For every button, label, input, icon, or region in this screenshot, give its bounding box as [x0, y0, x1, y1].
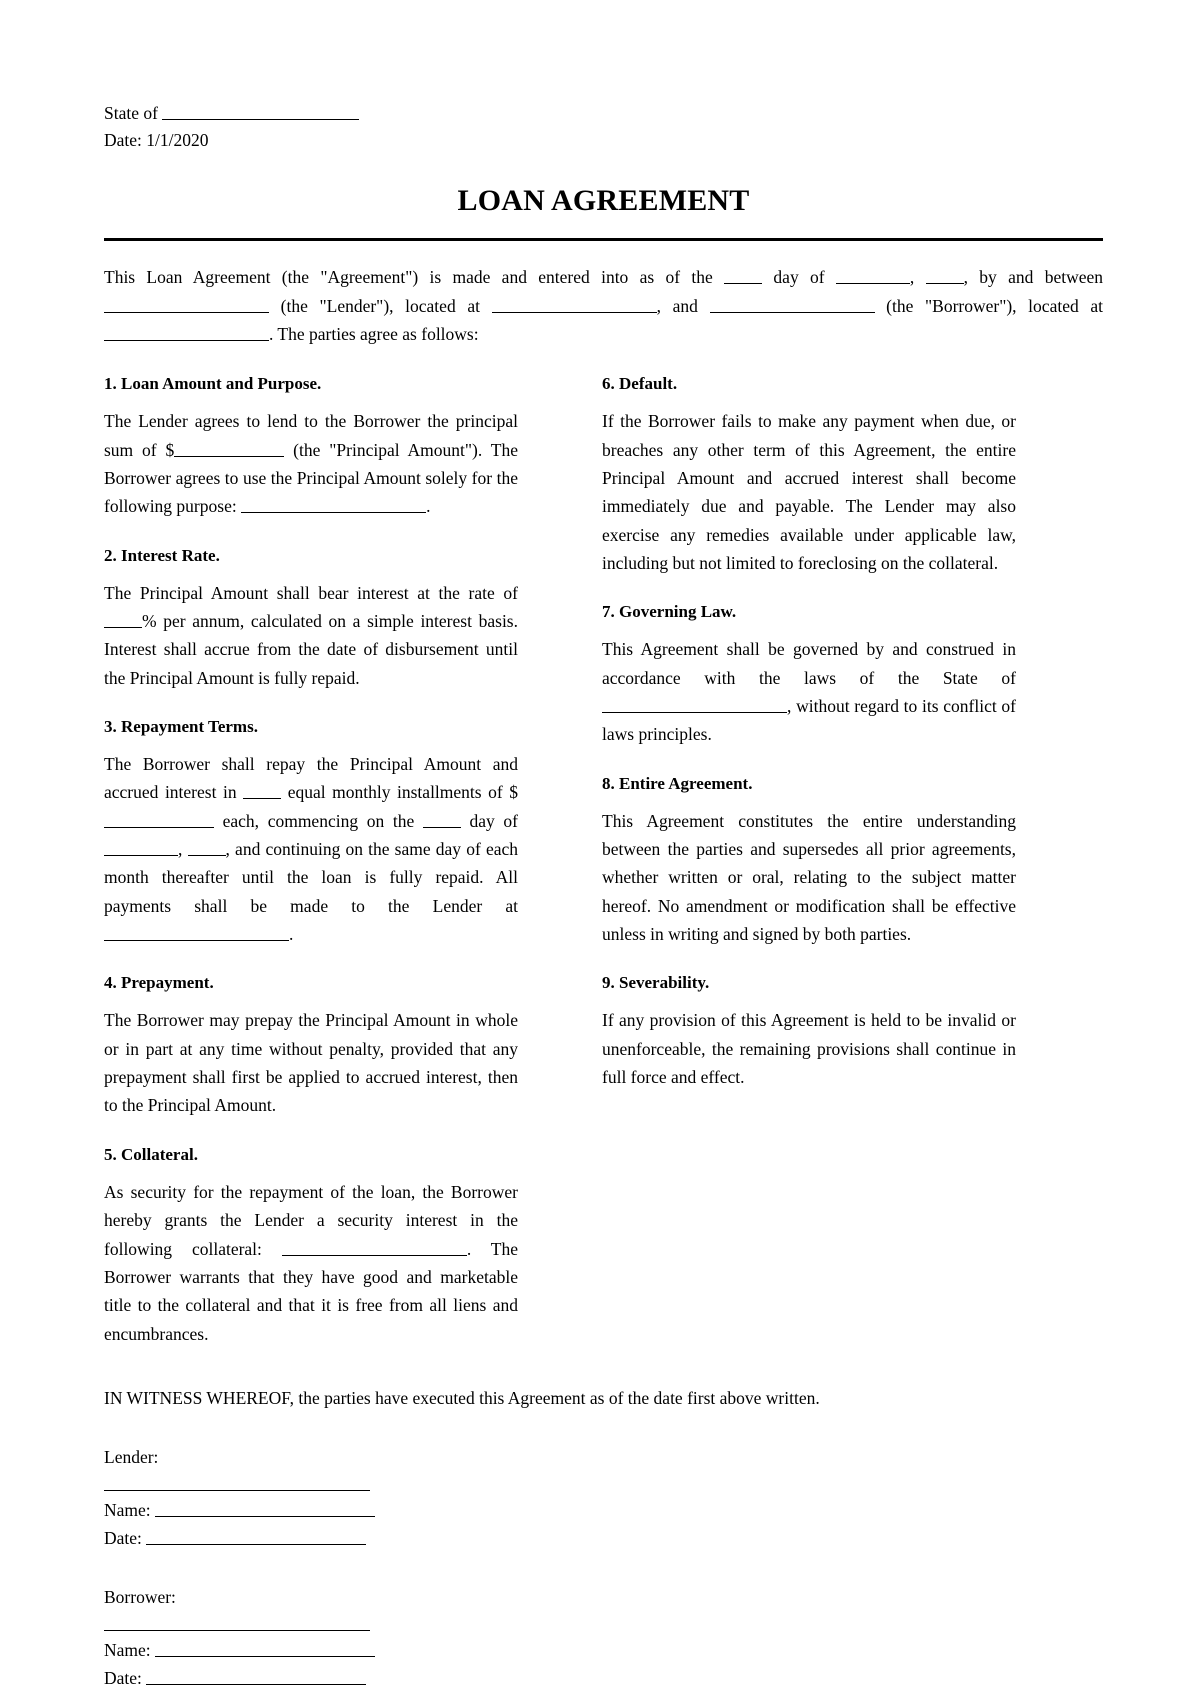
- section-body-3: [104, 750, 518, 948]
- section-body-5: [104, 1178, 518, 1348]
- intro-part-7: (the "Borrower"), located at: [874, 295, 1103, 316]
- lender-signature-block: [104, 1444, 1103, 1552]
- section-2-text-1: The Principal Amount shall bear interest at the rate of: [104, 582, 518, 603]
- intro-month-blank[interactable]: [836, 266, 910, 285]
- borrower-date-label: Date:: [104, 1668, 147, 1689]
- section-body-8: This Agreement constitutes the entire understanding between the parties and supersedes all prior agreements, whether written or oral, relating to the subject matter hereof. No amendment or modification shall be effective unless in writing and signed by both parties.: [602, 810, 1016, 945]
- section-7-text-1: This Agreement shall be governed by and construed in accordance with the laws of the State of: [602, 639, 1016, 688]
- section-body-4: The Borrower may prepay the Principal Amount in whole or in part at any time without penalty, provided that any prepayment shall first be applied to accrued interest, then to the Principal Amount.: [104, 1010, 518, 1116]
- date-label: Date:: [104, 130, 147, 151]
- section-7-text-2: , without regard to its conflict of laws principles.: [602, 696, 1016, 745]
- interest-rate-blank[interactable]: [104, 610, 142, 629]
- borrower-signature-block: [104, 1584, 1103, 1692]
- intro-part-6: , and: [656, 295, 710, 316]
- page-title: LOAN AGREEMENT: [457, 184, 750, 218]
- section-3-text-1: The Borrower shall repay the Principal Amount and accrued interest in: [104, 754, 518, 803]
- section-heading-8: 8. Entire Agreement.: [602, 773, 753, 793]
- lender-signature-line[interactable]: [104, 1490, 370, 1491]
- section-heading-6: 6. Default.: [602, 374, 678, 394]
- commence-day-blank[interactable]: [423, 809, 461, 828]
- borrower-signature-line[interactable]: [104, 1630, 370, 1631]
- intro-part-1: This Loan Agreement (the "Agreement") is made and entered into as of the: [104, 267, 725, 288]
- borrower-name-field: [104, 1637, 1103, 1663]
- intro-part-2: day of: [762, 267, 836, 288]
- state-line: [104, 100, 1103, 127]
- section-body-6: If the Borrower fails to make any payment when due, or breaches any other term of this Agreement, the entire Principal Amount and accrued interest shall become immediately due and payable. The Lender may also exercise any remedies available under applicable law, including but not limited to foreclosing on the collateral.: [602, 411, 1016, 573]
- intro-part-8: . The parties agree as follows:: [269, 323, 479, 344]
- section-body-2: [104, 579, 518, 692]
- lender-date-label: Date:: [104, 1528, 147, 1549]
- section-heading-3: 3. Repayment Terms.: [104, 717, 258, 737]
- lender-name-field: [104, 1497, 1103, 1523]
- payment-address-blank[interactable]: [104, 923, 289, 942]
- collateral-blank[interactable]: [282, 1237, 467, 1256]
- section-3-text-2: equal monthly installments of $: [281, 782, 518, 803]
- borrower-date-blank[interactable]: [146, 1667, 366, 1686]
- intro-part-5: (the "Lender"), located at: [269, 295, 492, 316]
- borrower-label: Borrower:: [104, 1586, 176, 1607]
- section-heading-5: 5. Collateral.: [104, 1144, 198, 1164]
- section-heading-2: 2. Interest Rate.: [104, 545, 220, 565]
- purpose-blank[interactable]: [241, 495, 426, 514]
- section-3-text-6: , and continuing on the same day of each month thereafter until the loan is fully repaid. All payments shall be made to the Lender at: [104, 839, 518, 916]
- governing-state-blank[interactable]: [602, 695, 787, 714]
- section-2-text-2: % per annum, calculated on a simple interest basis. Interest shall accrue from the date of disbursement until the Principal Amount is fully repaid.: [104, 611, 518, 688]
- lender-date-field: [104, 1525, 1103, 1551]
- state-label: State of: [104, 103, 163, 123]
- document-header: [104, 100, 1103, 154]
- installments-count-blank[interactable]: [243, 781, 281, 800]
- intro-day-blank[interactable]: [724, 266, 762, 285]
- title-divider: [104, 238, 1103, 241]
- section-5-text-1: As security for the repayment of the loan, the Borrower hereby grants the Lender a security interest in the following collateral:: [104, 1181, 518, 1259]
- date-line: [104, 127, 1103, 154]
- date-value: 1/1/2020: [146, 130, 209, 151]
- section-heading-7: 7. Governing Law.: [602, 602, 737, 622]
- borrower-name-label: Name:: [104, 1639, 156, 1660]
- section-1-text-2: (the "Principal Amount"). The Borrower agrees to use the Principal Amount solely for the following purpose:: [104, 439, 518, 517]
- section-3-text-3: each, commencing on the: [214, 810, 423, 831]
- section-3-text-7: .: [289, 924, 294, 945]
- intro-borrower-blank[interactable]: [710, 294, 875, 313]
- witness-clause: IN WITNESS WHEREOF, the parties have executed this Agreement as of the date first above written.: [104, 1387, 820, 1408]
- intro-year-blank[interactable]: [926, 266, 964, 285]
- lender-date-blank[interactable]: [146, 1527, 366, 1546]
- intro-lender-address-blank[interactable]: [492, 294, 657, 313]
- section-1-text-3: .: [426, 496, 431, 517]
- intro-lender-blank[interactable]: [104, 294, 269, 313]
- principal-amount-blank[interactable]: [174, 438, 284, 457]
- section-body-9: If any provision of this Agreement is held to be invalid or unenforceable, the remaining provisions shall continue in full force and effect.: [602, 1010, 1016, 1088]
- state-blank[interactable]: [162, 102, 359, 121]
- intro-paragraph: [104, 263, 1103, 348]
- section-heading-4: 4. Prepayment.: [104, 973, 214, 993]
- intro-part-4: , by and between: [963, 267, 1104, 288]
- left-column: [104, 374, 518, 1348]
- commence-year-blank[interactable]: [188, 838, 226, 857]
- lender-label: Lender:: [104, 1446, 159, 1467]
- installment-amount-blank[interactable]: [104, 809, 214, 828]
- borrower-name-blank[interactable]: [155, 1638, 375, 1657]
- section-5-text-2: . The Borrower warrants that they have good and marketable title to the collateral and that it is free from all liens and encumbrances.: [104, 1238, 518, 1344]
- lender-name-label: Name:: [104, 1500, 156, 1521]
- section-1-text-1: The Lender agrees to lend to the Borrower the principal sum of $: [104, 411, 518, 460]
- section-body-1: [104, 407, 518, 520]
- commence-month-blank[interactable]: [104, 838, 178, 857]
- right-column: [602, 374, 1016, 1348]
- section-heading-9: 9. Severability.: [602, 973, 710, 993]
- section-heading-1: 1. Loan Amount and Purpose.: [104, 374, 322, 394]
- borrower-date-field: [104, 1665, 1103, 1691]
- lender-name-blank[interactable]: [155, 1499, 375, 1518]
- intro-part-3: ,: [909, 267, 926, 288]
- body-columns: [104, 374, 1103, 1348]
- section-body-7: [602, 635, 1016, 748]
- intro-borrower-address-blank[interactable]: [104, 322, 269, 341]
- section-3-text-5: ,: [178, 839, 188, 860]
- section-3-text-4: day of: [460, 810, 518, 831]
